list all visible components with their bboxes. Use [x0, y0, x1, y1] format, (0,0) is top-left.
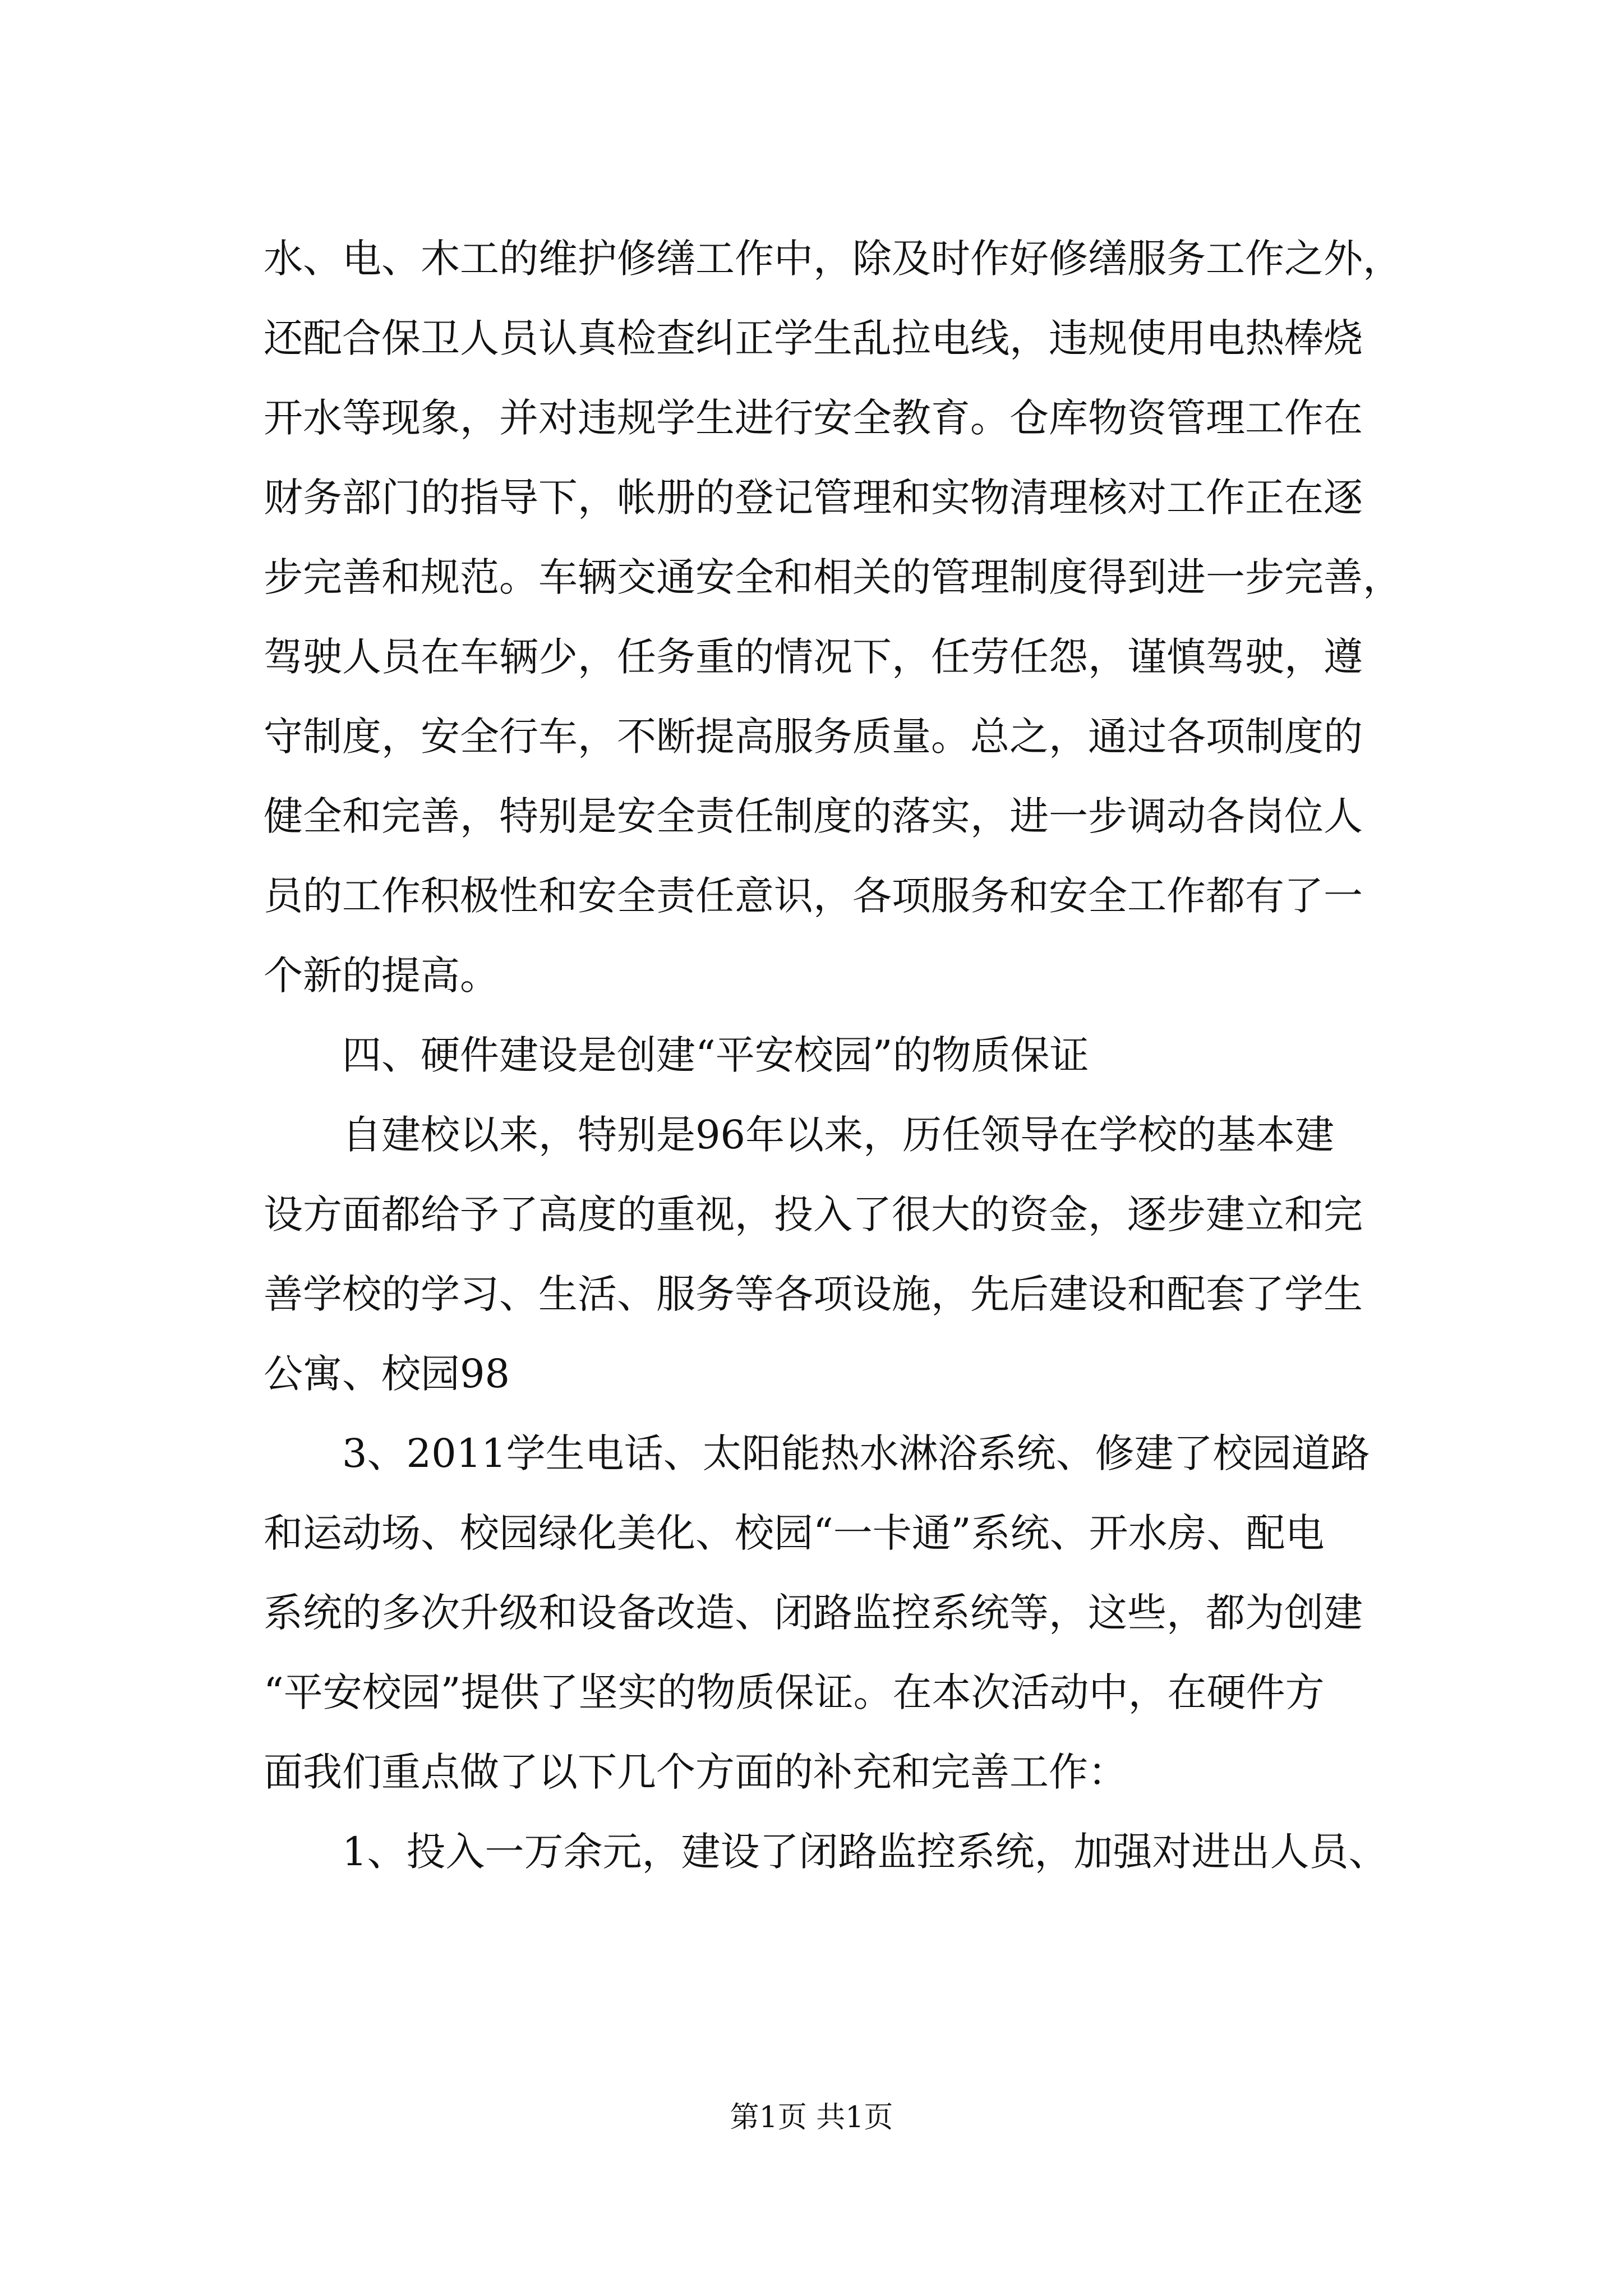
text-line: 公寓、校园98 [264, 1351, 510, 1397]
text-line: 财务部门的指导下，帐册的登记管理和实物清理核对工作正在逐 [264, 475, 1363, 521]
text-line: 设方面都给予了高度的重视，投入了很大的资金，逐步建立和完 [264, 1191, 1363, 1237]
text-line: 善学校的学习、生活、服务等各项设施，先后建设和配套了学生 [264, 1271, 1363, 1317]
section-heading: 四、硬件建设是创建“平安校园”的物质保证 [342, 1032, 1089, 1078]
text-line: 自建校以来，特别是96年以来，历任领导在学校的基本建 [342, 1112, 1335, 1158]
text-line: 员的工作积极性和安全责任意识，各项服务和安全工作都有了一 [264, 873, 1363, 919]
text-line: 个新的提高。 [264, 953, 499, 999]
text-line: 3、2011学生电话、太阳能热水淋浴系统、修建了校园道路 [342, 1430, 1370, 1476]
document-body [264, 219, 1458, 1892]
text-line: 还配合保卫人员认真检查纠正学生乱拉电线，违规使用电热棒烧 [264, 315, 1363, 361]
text-line: 系统的多次升级和设备改造、闭路监控系统等，这些，都为创建 [264, 1590, 1363, 1636]
text-line: 开水等现象，并对违规学生进行安全教育。仓库物资管理工作在 [264, 395, 1363, 441]
text-line: 驾驶人员在车辆少，任务重的情况下，任劳任怨，谨慎驾驶，遵 [264, 634, 1363, 680]
page-footer: 第1页 共1页 [730, 2101, 893, 2134]
text-line: “平安校园”提供了坚实的物质保证。在本次活动中，在硬件方 [264, 1669, 1325, 1715]
text-line: 和运动场、校园绿化美化、校园“一卡通”系统、开水房、配电 [264, 1510, 1325, 1556]
text-line: 水、电、木工的维护修缮工作中，除及时作好修缮服务工作之外， [264, 236, 1402, 282]
text-line: 健全和完善，特别是安全责任制度的落实，进一步调动各岗位人 [264, 793, 1363, 839]
text-line: 守制度，安全行车，不断提高服务质量。总之，通过各项制度的 [264, 714, 1363, 760]
text-line: 1、投入一万余元，建设了闭路监控系统，加强对进出人员、 [342, 1829, 1388, 1875]
text-line: 步完善和规范。车辆交通安全和相关的管理制度得到进一步完善， [264, 554, 1402, 600]
text-line: 面我们重点做了以下几个方面的补充和完善工作： [264, 1749, 1127, 1795]
